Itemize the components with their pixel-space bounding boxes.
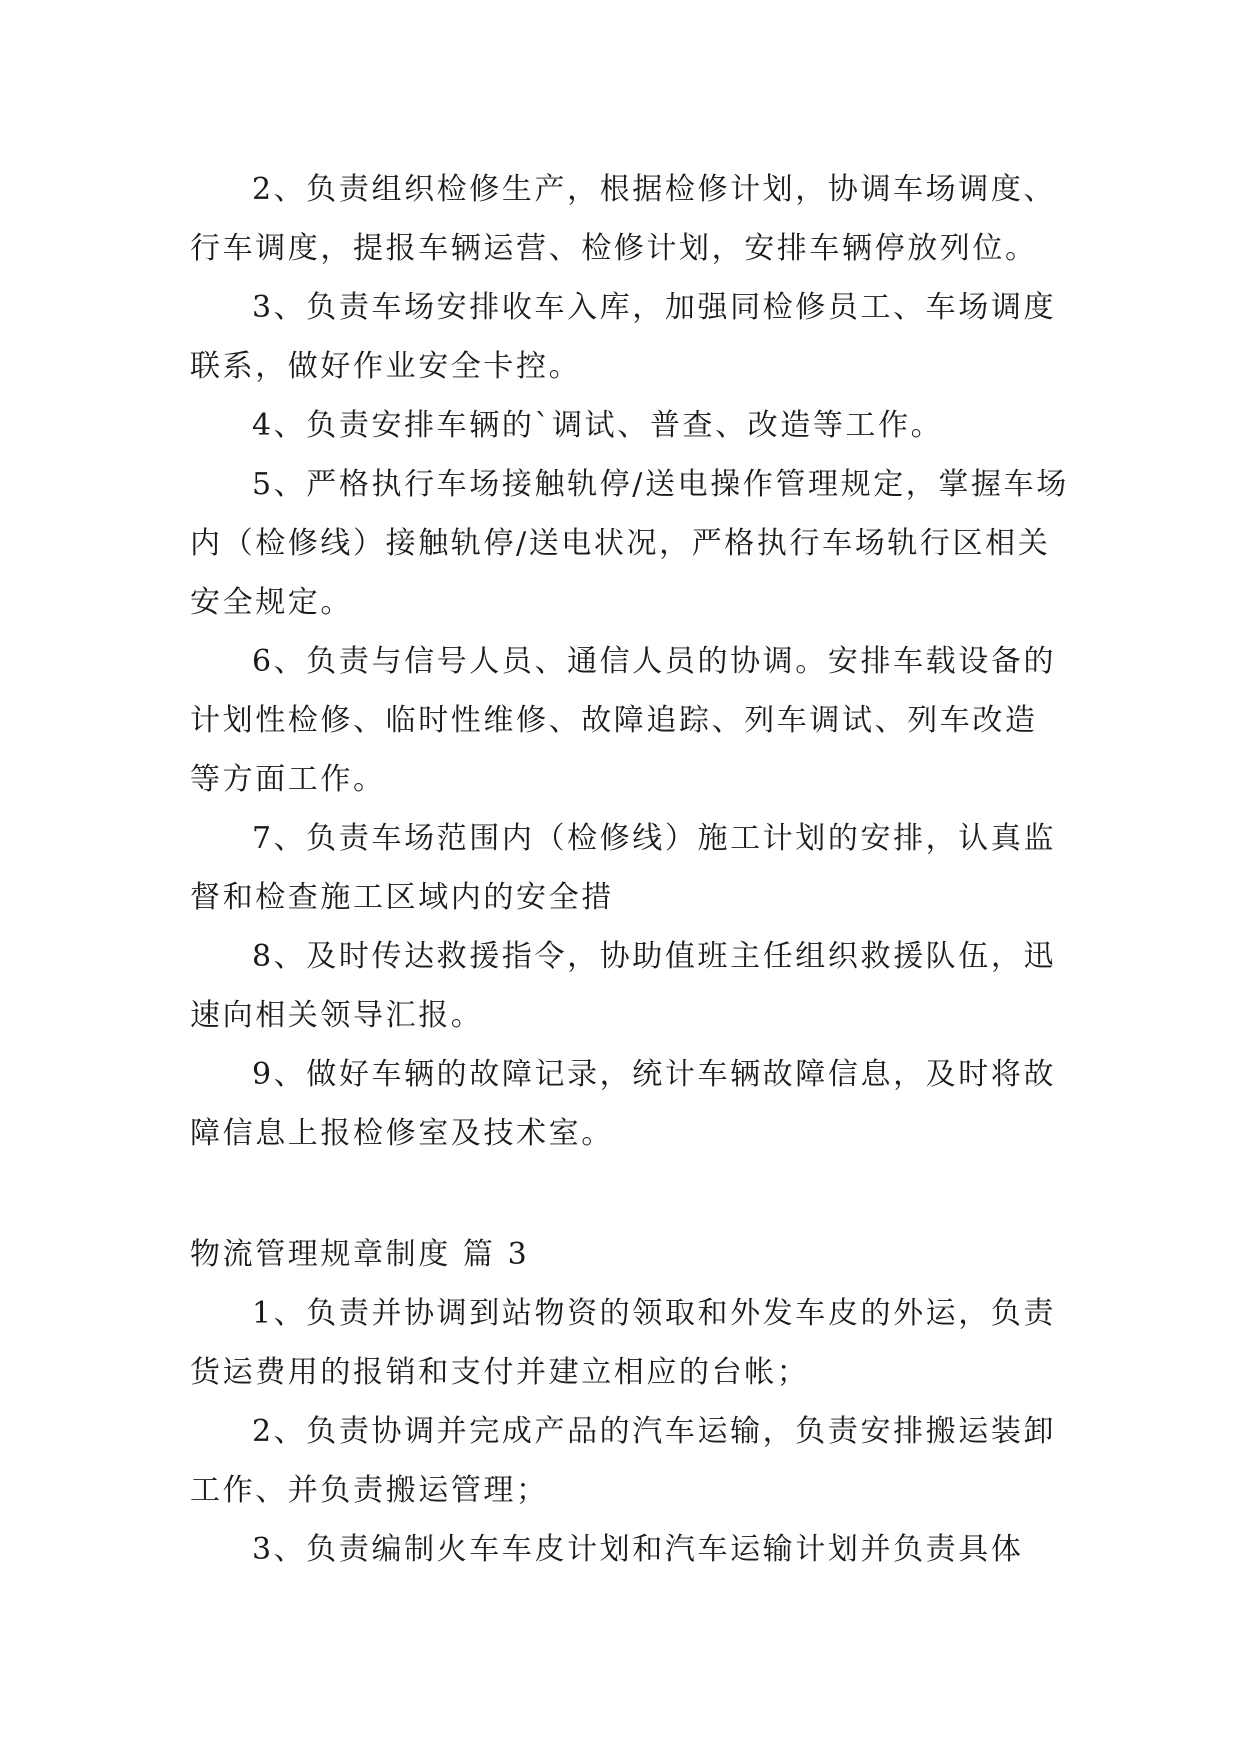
paragraph-item-5: 5、严格执行车场接触轨停/送电操作管理规定，掌握车场内（检修线）接触轨停/送电状况，严格执行车场轨行区相关安全规定。 [190, 467, 1069, 620]
section-heading: 物流管理规章制度 篇 3 [190, 1237, 530, 1272]
section-a [190, 160, 1070, 1163]
paragraph-item-4: 4、负责安排车辆的`调试、普查、改造等工作。 [252, 408, 944, 443]
section-spacer [190, 1163, 1070, 1225]
document-page [190, 160, 1070, 1579]
paragraph-item-3: 3、负责车场安排收车入库，加强同检修员工、车场调度联系，做好作业安全卡控。 [190, 290, 1057, 384]
paragraph-item-7: 7、负责车场范围内（检修线）施工计划的安排，认真监督和检查施工区域内的安全措 [190, 821, 1057, 915]
paragraph-item-2: 2、负责组织检修生产，根据检修计划，协调车场调度、行车调度，提报车辆运营、检修计划，安排车辆停放列位。 [190, 172, 1057, 266]
section-b [190, 1225, 1070, 1579]
paragraph-item-1: 1、负责并协调到站物资的领取和外发车皮的外运，负责货运费用的报销和支付并建立相应的台帐； [190, 1296, 1057, 1390]
paragraph-item-3b: 3、负责编制火车车皮计划和汽车运输计划并负责具体 [252, 1532, 1024, 1567]
paragraph-item-8: 8、及时传达救援指令，协助值班主任组织救援队伍，迅速向相关领导汇报。 [190, 939, 1057, 1033]
paragraph-item-9: 9、做好车辆的故障记录，统计车辆故障信息，及时将故障信息上报检修室及技术室。 [190, 1057, 1057, 1151]
paragraph-item-2b: 2、负责协调并完成产品的汽车运输，负责安排搬运装卸工作、并负责搬运管理； [190, 1414, 1057, 1508]
paragraph-item-6: 6、负责与信号人员、通信人员的协调。安排车载设备的计划性检修、临时性维修、故障追踪、列车调试、列车改造等方面工作。 [190, 644, 1057, 797]
